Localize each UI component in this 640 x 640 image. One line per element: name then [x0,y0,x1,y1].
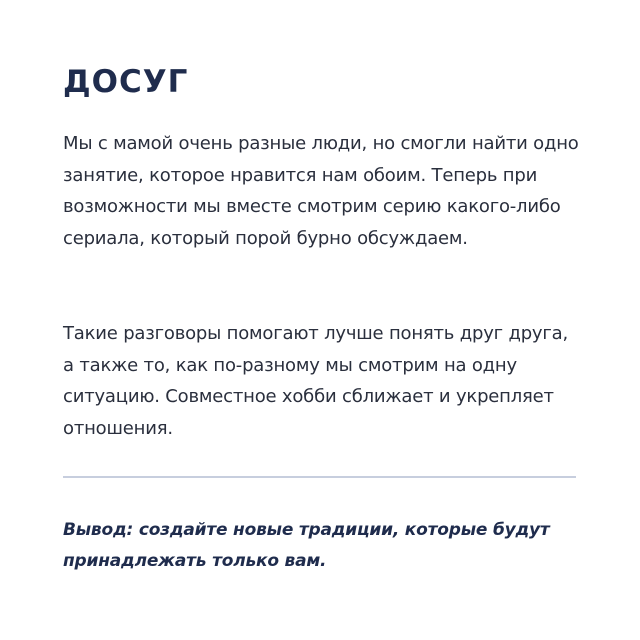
section-divider [63,476,576,478]
body-paragraph-1: Мы с мамой очень разные люди, но смогли найти одно занятие, которое нравится нам обоим. Теперь при возможности мы вместе смотрим серию какого-либо сериала, который порой бурно обсуждаем. [63,133,579,249]
body-paragraph-2: Такие разговоры помогают лучше понять друг друга, а также то, как по-разному мы смотрим на одну ситуацию. Совместное хобби сближает и укрепляет отношения. [63,323,568,439]
section-title: ДОСУГ [63,64,189,100]
conclusion-text: Вывод: создайте новые традиции, которые будут принадлежать только вам. [63,520,550,571]
